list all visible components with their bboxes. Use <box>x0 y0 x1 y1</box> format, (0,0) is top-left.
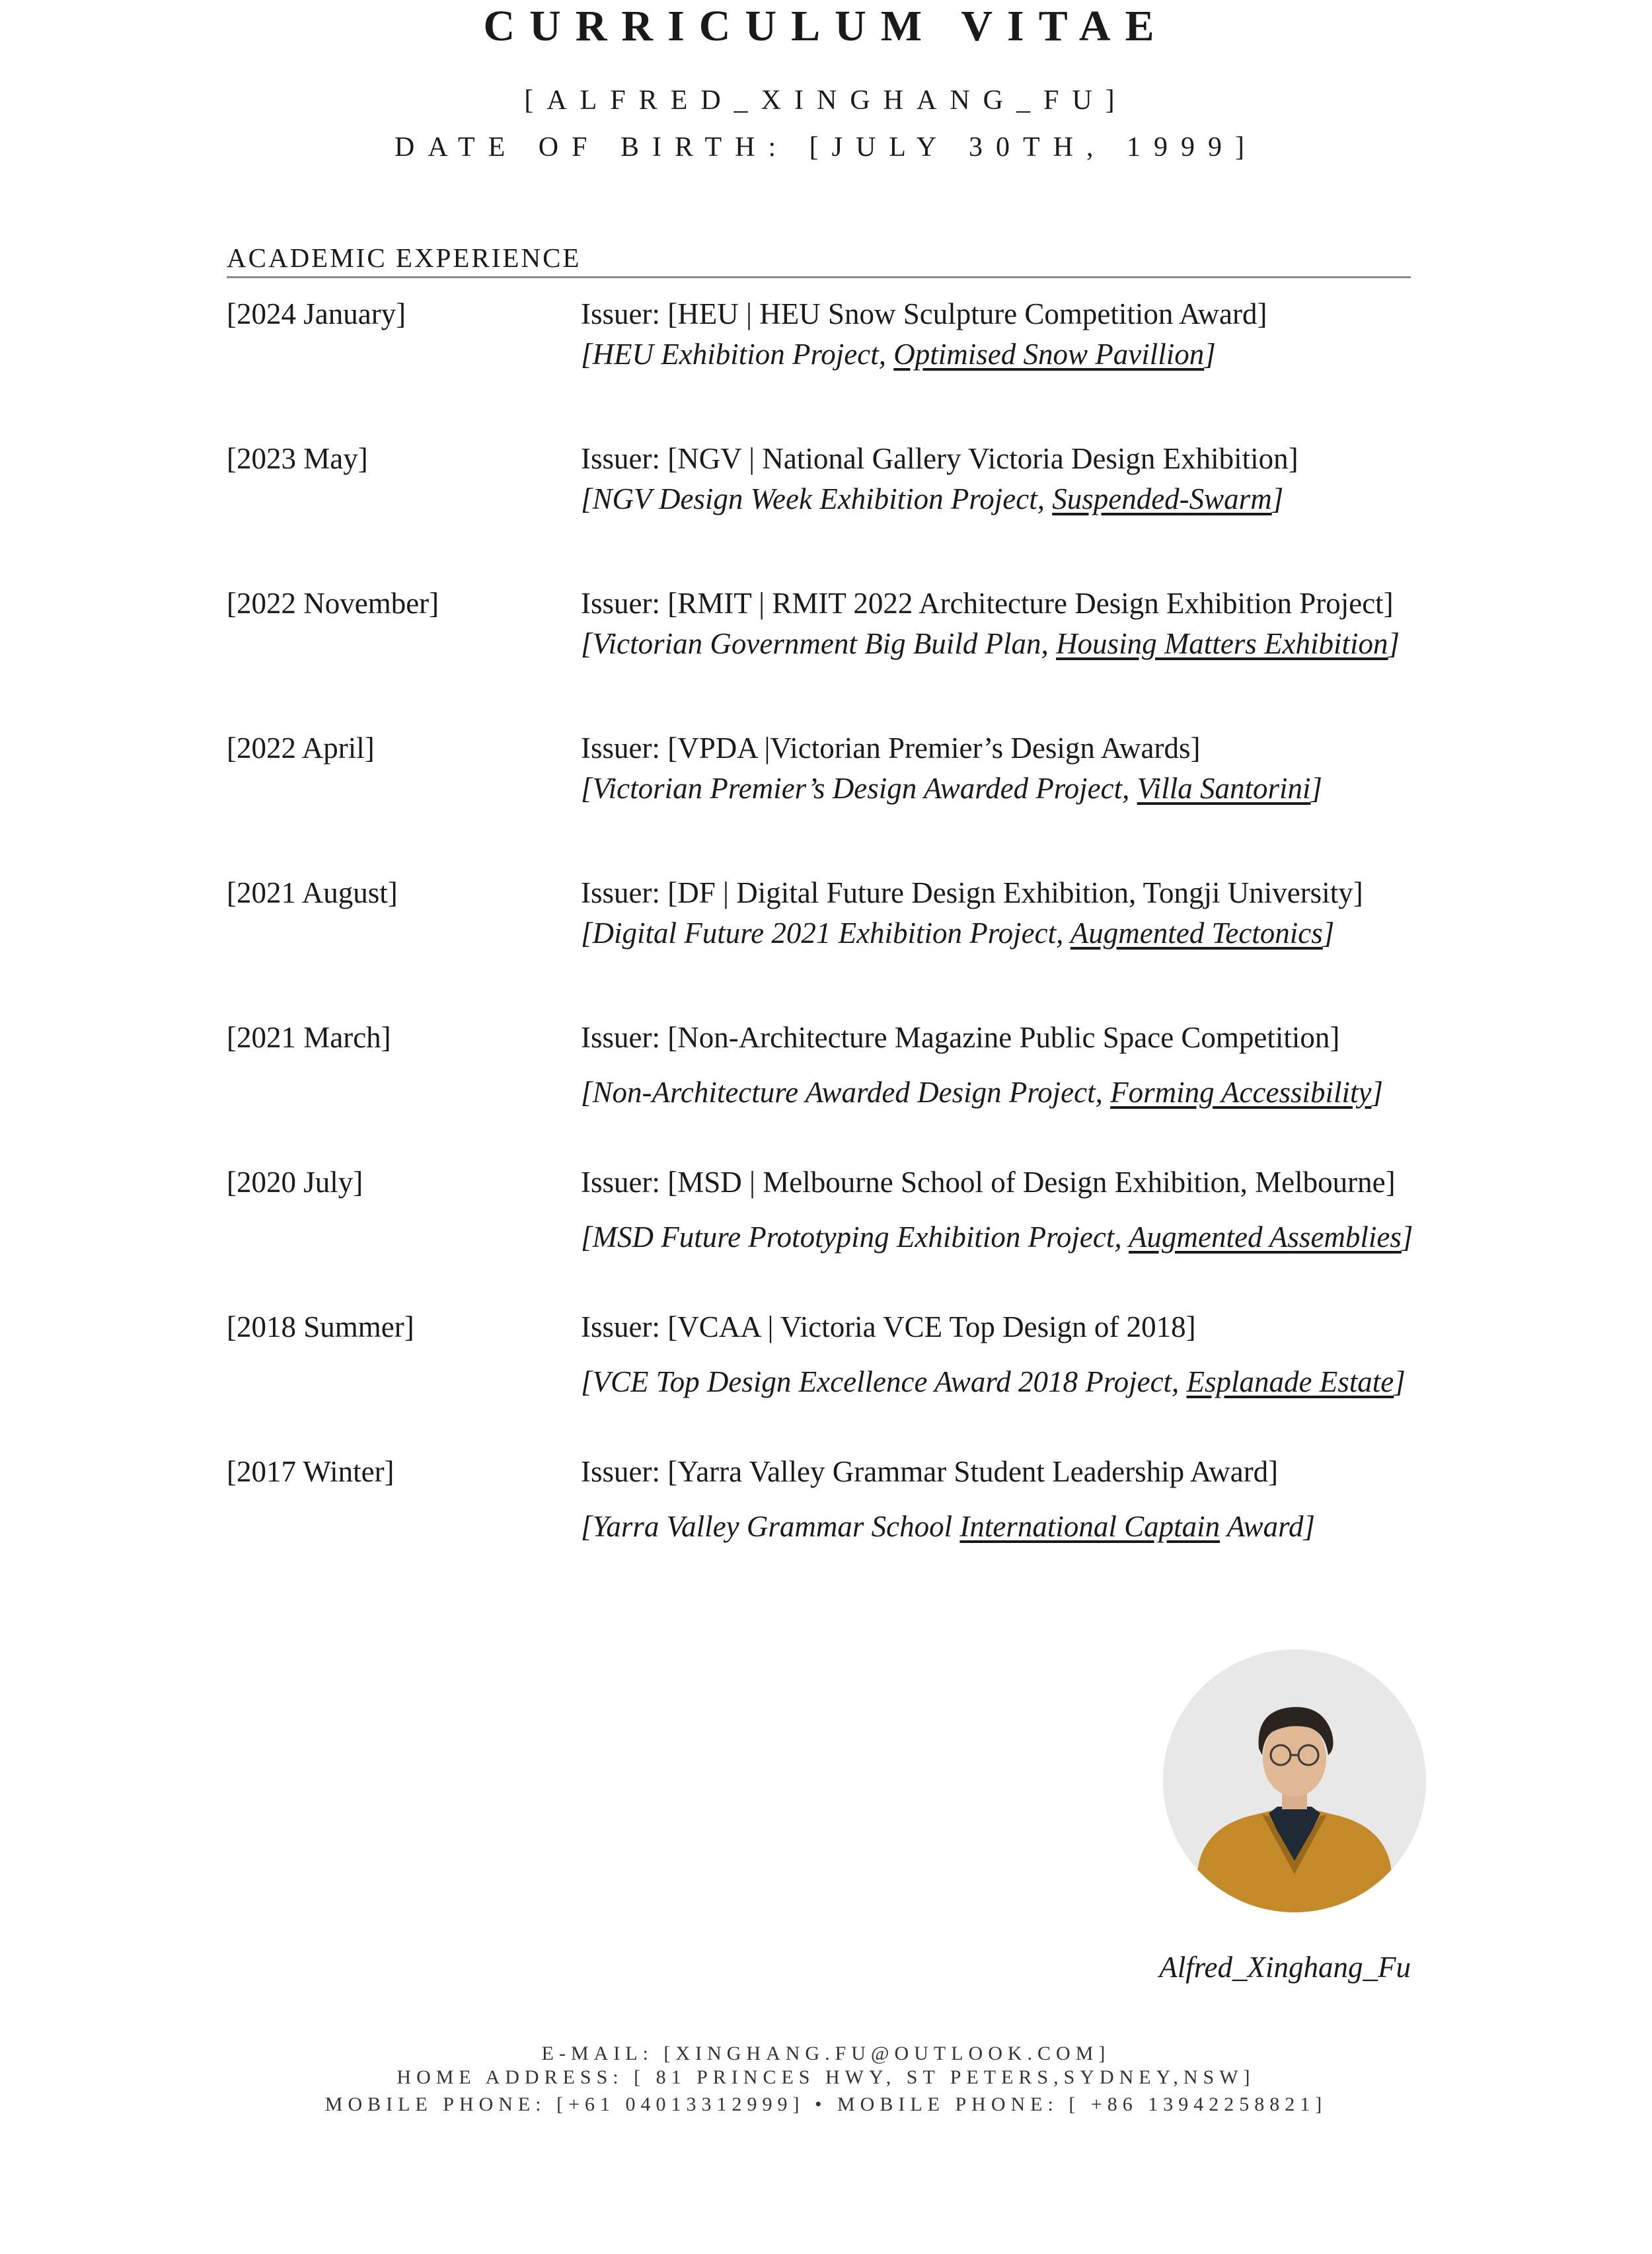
entry-date: [2022 November] <box>227 587 439 620</box>
entry-date: [2021 March] <box>227 1021 391 1054</box>
entry-project <box>581 1217 1413 1257</box>
entry-project <box>581 1072 1383 1112</box>
entry-date: [2020 July] <box>227 1166 363 1199</box>
entry-date: [2017 Winter] <box>227 1455 394 1488</box>
project-link[interactable]: Villa Santorini <box>1137 772 1311 805</box>
project-link[interactable]: Optimised Snow Pavillion <box>893 338 1205 371</box>
entry-date: [2024 January] <box>227 297 406 330</box>
entry-issuer: Issuer: [VPDA |Victorian Premier’s Design Awards] <box>581 732 1201 765</box>
project-prefix: [MSD Future Prototyping Exhibition Project, <box>581 1221 1129 1254</box>
project-suffix: ] <box>1271 482 1284 515</box>
experience-list <box>227 294 1416 1597</box>
entry-issuer: Issuer: [NGV | National Gallery Victoria Design Exhibition] <box>581 442 1298 475</box>
signature-name: Alfred_Xinghang_Fu <box>1159 1951 1411 1984</box>
experience-entry <box>227 1018 1416 1162</box>
experience-entry <box>227 1452 1416 1597</box>
entry-issuer: Issuer: [DF | Digital Future Design Exhibition, Tongji University] <box>581 876 1363 909</box>
entry-project <box>581 1507 1315 1546</box>
portrait-illustration <box>1163 1649 1426 1912</box>
profile-photo <box>1163 1649 1426 1912</box>
entry-project <box>581 624 1400 663</box>
project-prefix: [Digital Future 2021 Exhibition Project, <box>581 917 1070 950</box>
project-suffix: ] <box>1388 627 1400 660</box>
project-suffix: ] <box>1204 338 1216 371</box>
project-link[interactable]: Esplanade Estate <box>1186 1365 1394 1398</box>
project-link[interactable]: Augmented Assemblies <box>1129 1221 1402 1254</box>
section-heading-academic-experience: ACADEMIC EXPERIENCE <box>227 243 582 273</box>
project-prefix: [Victorian Premier’s Design Awarded Project, <box>581 772 1137 805</box>
project-prefix: [Victorian Government Big Build Plan, <box>581 627 1057 660</box>
experience-entry <box>227 439 1416 583</box>
entry-issuer: Issuer: [MSD | Melbourne School of Design Exhibition, Melbourne] <box>581 1166 1396 1199</box>
project-link[interactable]: International Captain <box>959 1510 1220 1543</box>
project-prefix: [Yarra Valley Grammar School <box>581 1510 960 1543</box>
project-suffix: ] <box>1394 1365 1406 1398</box>
experience-entry <box>227 1307 1416 1452</box>
project-prefix: [HEU Exhibition Project, <box>581 338 894 371</box>
entry-project <box>581 334 1216 374</box>
entry-project <box>581 769 1322 808</box>
entry-project <box>581 913 1334 953</box>
entry-date: [2022 April] <box>227 732 375 765</box>
entry-issuer: Issuer: [VCAA | Victoria VCE Top Design of 2018] <box>581 1310 1196 1343</box>
project-suffix: Award] <box>1220 1510 1315 1543</box>
entry-issuer: Issuer: [Yarra Valley Grammar Student Leadership Award] <box>581 1455 1279 1488</box>
project-link[interactable]: Forming Accessibility <box>1110 1076 1372 1109</box>
entry-issuer: Issuer: [HEU | HEU Snow Sculpture Competition Award] <box>581 297 1267 330</box>
experience-entry <box>227 1162 1416 1307</box>
project-suffix: ] <box>1401 1221 1413 1254</box>
experience-entry <box>227 583 1416 728</box>
project-link[interactable]: Augmented Tectonics <box>1070 917 1323 950</box>
entry-date: [2018 Summer] <box>227 1310 414 1343</box>
project-prefix: [Non-Architecture Awarded Design Project, <box>581 1076 1111 1109</box>
experience-entry <box>227 873 1416 1018</box>
project-prefix: [VCE Top Design Excellence Award 2018 Project, <box>581 1365 1187 1398</box>
experience-entry <box>227 728 1416 873</box>
project-link[interactable]: Suspended-Swarm <box>1052 482 1272 515</box>
experience-entry <box>227 294 1416 439</box>
section-divider <box>227 276 1411 278</box>
project-prefix: [NGV Design Week Exhibition Project, <box>581 482 1053 515</box>
entry-date: [2021 August] <box>227 876 398 909</box>
entry-date: [2023 May] <box>227 442 368 475</box>
footer-address: HOME ADDRESS: [ 81 PRINCES HWY, ST PETERS,SYDNEY,NSW] <box>396 2066 1256 2088</box>
project-suffix: ] <box>1371 1076 1383 1109</box>
cv-title: CURRICULUM VITAE <box>483 2 1169 50</box>
entry-project <box>581 1362 1406 1402</box>
footer-phones: MOBILE PHONE: [+61 04013312999] • MOBILE PHONE: [ +86 13942258821] <box>324 2093 1328 2115</box>
entry-issuer: Issuer: [Non-Architecture Magazine Public Space Competition] <box>581 1021 1340 1054</box>
entry-project <box>581 479 1283 519</box>
candidate-name: [ALFRED_XINGHANG_FU] <box>524 85 1128 116</box>
entry-issuer: Issuer: [RMIT | RMIT 2022 Architecture Design Exhibition Project] <box>581 587 1394 620</box>
date-of-birth: DATE OF BIRTH: [JULY 30TH, 1999] <box>394 132 1258 163</box>
project-suffix: ] <box>1310 772 1323 805</box>
project-suffix: ] <box>1322 917 1335 950</box>
footer-email[interactable]: E-MAIL: [XINGHANG.FU@OUTLOOK.COM] <box>541 2043 1111 2064</box>
project-link[interactable]: Housing Matters Exhibition <box>1056 627 1388 660</box>
